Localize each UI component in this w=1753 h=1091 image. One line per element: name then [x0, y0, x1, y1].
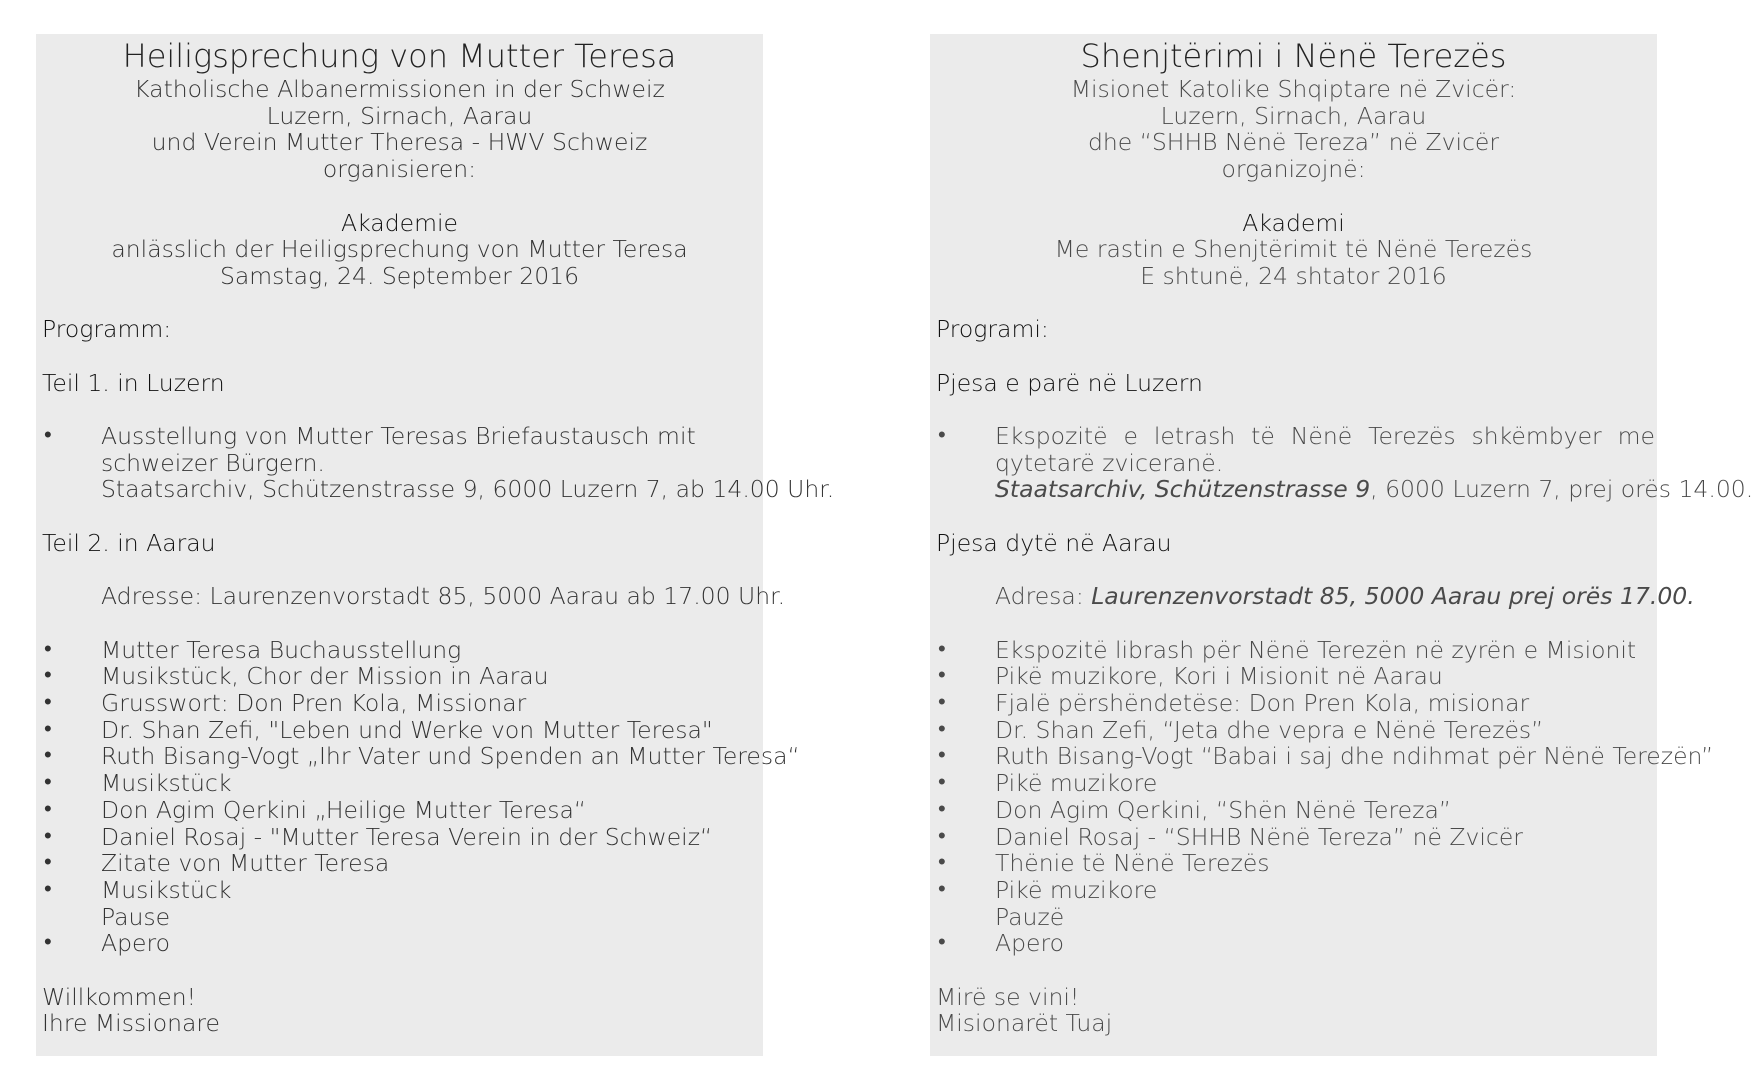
albanian-program-list [936, 635, 1714, 958]
bullet: • [938, 663, 946, 689]
german-pause: Pause [101, 902, 171, 931]
list-item-text: Daniel Rosaj - "Mutter Teresa Verein in der Schweiz“ [101, 822, 713, 851]
albanian-occasion: Me rastin e Shenjtërimit të Nënë Terezës [1054, 235, 1533, 264]
albanian-organizer-1: Misionet Katolike Shqiptare në Zvicër: [1070, 75, 1517, 103]
list-item [936, 930, 1651, 957]
list-item [936, 850, 1651, 877]
list-item [936, 877, 1651, 904]
german-organizer-4: organisieren: [322, 155, 477, 184]
list-item [42, 663, 757, 690]
list-item-text: Musikstück, Chor der Mission in Aarau [101, 662, 549, 691]
albanian-address [936, 582, 1695, 611]
list-item [42, 797, 757, 824]
list-item [936, 637, 1651, 664]
list-item-text: Mutter Teresa Buchausstellung [101, 635, 462, 664]
albanian-exhibit-item [936, 423, 1655, 476]
spacer [42, 343, 757, 370]
list-item-text: Don Agim Qerkini, “Shën Nënë Tereza” [995, 795, 1452, 824]
bullet: • [44, 690, 52, 716]
list-item [42, 930, 757, 957]
bullet: • [938, 770, 946, 796]
albanian-exhibit-address-italic: Staatsarchiv, Schützenstrasse 9 [995, 475, 1371, 504]
spacer [42, 290, 757, 317]
german-exhibit-text: Ausstellung von Mutter Teresas Briefaustausch mit schweizer Bürgern. [101, 422, 696, 477]
list-item [936, 663, 1651, 690]
bullet: • [44, 423, 52, 449]
list-item [42, 877, 757, 904]
albanian-welcome: Mirë se vini! [936, 982, 1080, 1011]
list-item-text: Zitate von Mutter Teresa [101, 849, 390, 878]
list-item-text: Pikë muzikore [995, 769, 1158, 798]
bullet: • [44, 636, 52, 662]
bullet: • [44, 850, 52, 876]
list-item-text: Ruth Bisang-Vogt „Ihr Vater und Spenden an Mutter Teresa“ [101, 742, 800, 771]
list-item-text: Dr. Shan Zefi, "Leben und Werke von Mutter Teresa" [101, 715, 713, 744]
albanian-exhibit-address-rest: , 6000 Luzern 7, prej orës 14.00. [1370, 475, 1753, 504]
german-signature: Ihre Missionare [42, 1009, 220, 1038]
german-part2-heading: Teil 2. in Aarau [42, 528, 216, 557]
german-exhibit-item [42, 423, 761, 476]
list-item-text: Pikë muzikore [995, 875, 1158, 904]
spacer [936, 343, 1651, 370]
list-item-text: Don Agim Qerkini „Heilige Mutter Teresa“ [101, 795, 587, 824]
list-item-text: Pikë muzikore, Kori i Misionit në Aarau [995, 662, 1443, 691]
spacer [42, 610, 757, 637]
spacer [936, 503, 1651, 530]
spacer [42, 183, 757, 210]
bullet: • [44, 876, 52, 902]
list-item-text: Grusswort: Don Pren Kola, Missionar [101, 689, 527, 718]
spacer [42, 503, 757, 530]
list-item-text: Musikstück [101, 769, 232, 798]
german-program-panel [36, 34, 835, 1056]
albanian-part1-heading: Pjesa e parë në Luzern [936, 368, 1203, 397]
list-item [936, 797, 1651, 824]
bullet: • [44, 663, 52, 689]
albanian-program-panel [930, 34, 1753, 1056]
list-item-text: Musikstück [101, 875, 232, 904]
albanian-exhibit-address [936, 475, 1753, 504]
german-title: Heiligsprechung von Mutter Teresa [122, 37, 677, 75]
list-item-text: Ekspozitë librash për Nënë Terezën në zyrën e Misionit [995, 635, 1637, 664]
bullet: • [44, 770, 52, 796]
albanian-address-text: Laurenzenvorstadt 85, 5000 Aarau prej orës 17.00. [1091, 582, 1695, 611]
list-item [42, 690, 757, 717]
german-program-list [42, 635, 800, 958]
bullet: • [938, 716, 946, 742]
spacer [936, 557, 1651, 584]
german-organizer-2: Luzern, Sirnach, Aarau [266, 101, 533, 130]
albanian-pause: Pauzë [995, 902, 1065, 931]
albanian-address-label: Adresa: [995, 582, 1092, 611]
bullet: • [938, 743, 946, 769]
bullet: • [938, 423, 946, 449]
albanian-organizer-4: organizojnë: [1221, 155, 1366, 184]
spacer [42, 557, 757, 584]
list-item [42, 742, 800, 771]
bullet: • [938, 850, 946, 876]
german-exhibit-address: Staatsarchiv, Schützenstrasse 9, 6000 Luzern 7, ab 14.00 Uhr. [101, 475, 835, 504]
albanian-organizer-3: dhe “SHHB Nënë Tereza” në Zvicër [1087, 128, 1500, 157]
list-item [42, 850, 757, 877]
list-item [936, 690, 1651, 717]
bullet: • [44, 743, 52, 769]
list-item [936, 717, 1651, 744]
spacer [936, 290, 1651, 317]
bullet: • [938, 930, 946, 956]
bullet: • [938, 636, 946, 662]
albanian-program-heading: Programi: [936, 315, 1049, 344]
list-item-text: Apero [101, 929, 170, 958]
spacer [42, 396, 757, 423]
list-item [42, 637, 757, 664]
german-date: Samstag, 24. September 2016 [219, 261, 580, 290]
list-item [42, 770, 757, 797]
german-address: Adresse: Laurenzenvorstadt 85, 5000 Aarau ab 17.00 Uhr. [101, 582, 786, 611]
spacer [936, 957, 1651, 984]
bullet: • [938, 796, 946, 822]
bullet: • [44, 716, 52, 742]
list-item [936, 742, 1714, 771]
spacer [42, 957, 757, 984]
bullet: • [938, 690, 946, 716]
list-item-text: Thënie të Nënë Terezës [995, 849, 1270, 878]
spacer [936, 396, 1651, 423]
albanian-signature: Misionarët Tuaj [936, 1009, 1113, 1038]
albanian-date: E shtunë, 24 shtator 2016 [1140, 261, 1447, 290]
albanian-header [936, 34, 1651, 290]
list-item [936, 770, 1651, 797]
albanian-akademie: Akademi [1242, 208, 1345, 237]
list-item-text: Fjalë përshëndetëse: Don Pren Kola, misionar [995, 689, 1530, 718]
list-item-text: Apero [995, 929, 1064, 958]
albanian-exhibit-text: Ekspozitë e letrash të Nënë Terezës shkëmbyer me qytetarë zviceranë. [995, 422, 1655, 477]
spacer [936, 610, 1651, 637]
german-organizer-1: Katholische Albanermissionen in der Schweiz [134, 75, 665, 103]
bullet: • [44, 930, 52, 956]
list-item [42, 824, 757, 851]
german-program-heading: Programm: [42, 315, 172, 344]
german-part1-heading: Teil 1. in Luzern [42, 368, 225, 397]
list-item-text: Daniel Rosaj - “SHHB Nënë Tereza” në Zvicër [995, 822, 1523, 851]
german-welcome: Willkommen! [42, 982, 197, 1011]
bullet: • [938, 876, 946, 902]
albanian-part2-heading: Pjesa dytë në Aarau [936, 528, 1172, 557]
list-item-text: Ruth Bisang-Vogt “Babai i saj dhe ndihmat për Nënë Terezën” [995, 742, 1714, 771]
list-item-text: Dr. Shan Zefi, “Jeta dhe vepra e Nënë Terezës” [995, 715, 1544, 744]
spacer [936, 183, 1651, 210]
german-header [42, 34, 757, 290]
albanian-title: Shenjtërimi i Nënë Terezës [1080, 37, 1507, 75]
german-occasion: anlässlich der Heiligsprechung von Mutter Teresa [111, 235, 688, 264]
german-organizer-3: und Verein Mutter Theresa - HWV Schweiz [151, 128, 648, 157]
bullet: • [938, 823, 946, 849]
list-item [42, 717, 757, 744]
german-akademie: Akademie [341, 208, 458, 237]
albanian-organizer-2: Luzern, Sirnach, Aarau [1160, 101, 1427, 130]
bullet: • [44, 796, 52, 822]
bullet: • [44, 823, 52, 849]
list-item [936, 824, 1651, 851]
